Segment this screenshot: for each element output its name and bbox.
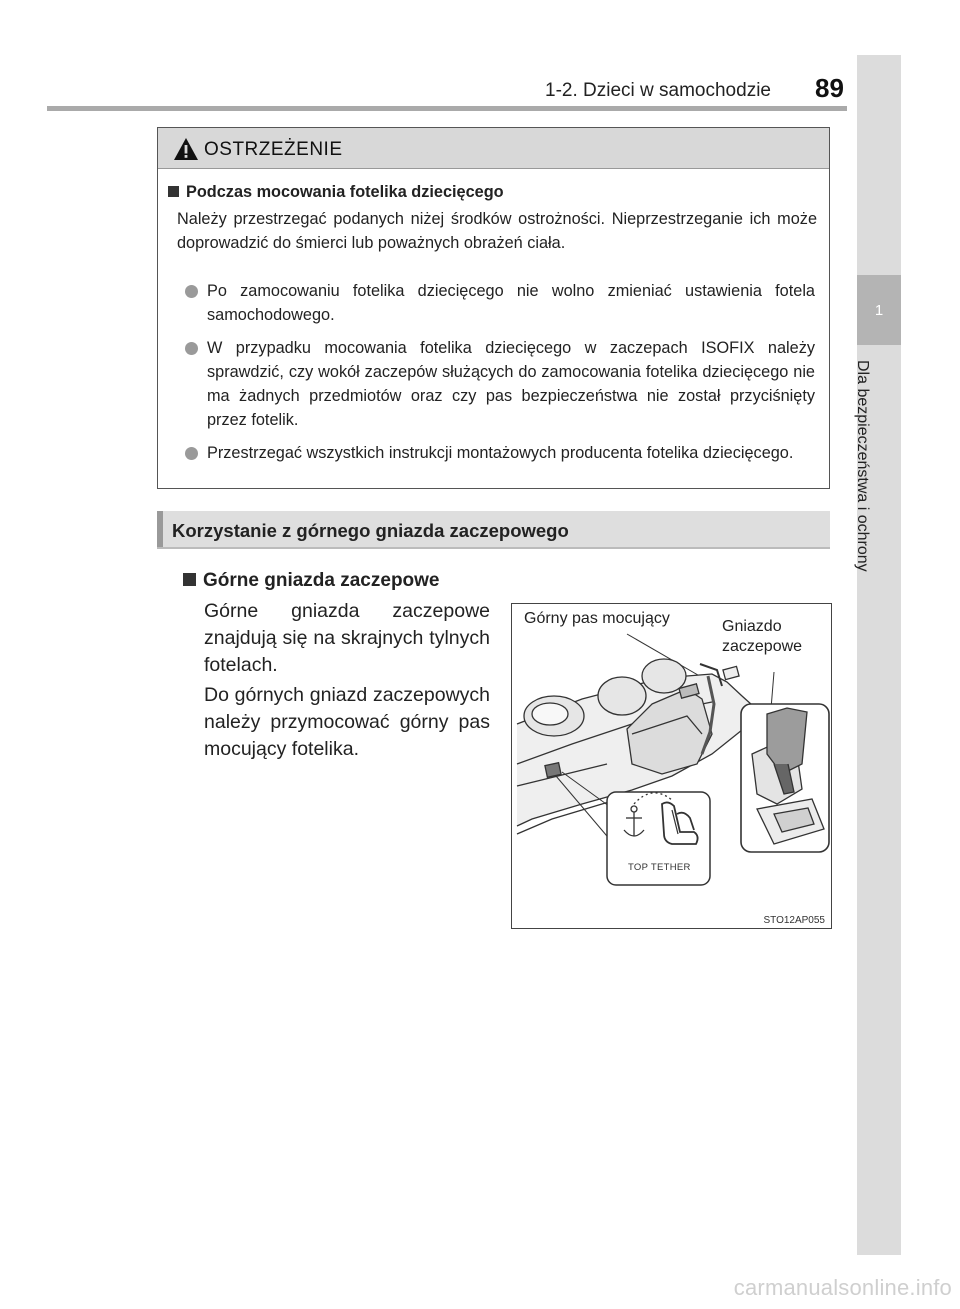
label-top-tether-strap: Górny pas mocujący: [524, 610, 670, 627]
section-rule: [157, 547, 830, 549]
warning-subheading: [168, 180, 504, 204]
section-header: [157, 511, 830, 548]
square-bullet-icon: [168, 186, 179, 197]
label-anchor-bracket: [722, 617, 802, 657]
warning-triangle-icon: [173, 137, 199, 161]
warning-bullet-text: Po zamocowaniu fotelika dziecięcego nie wolno zmieniać ustawienia fotela samochodowego.: [207, 282, 815, 324]
page-number: 89: [815, 73, 844, 103]
body-paragraph: Do górnych gniazd zaczepowych należy przymocować górny pas mocujący fotelika.: [204, 684, 490, 760]
chapter-label: Dla bezpieczeństwa i ochrony: [854, 360, 871, 572]
warning-intro: Należy przestrzegać podanych niżej środków ostrożności. Nieprzestrzeganie ich może doprowadzić do śmierci lub poważnych obrażeń ciała.: [177, 210, 817, 252]
warning-bullet: [185, 336, 815, 432]
warning-box: [157, 127, 830, 489]
bullet-dot-icon: [185, 285, 198, 298]
watermark: carmanualsonline.info: [733, 1275, 952, 1300]
figure-code: STO12AP055: [763, 915, 825, 926]
subsection-heading-text: Górne gniazda zaczepowe: [203, 570, 440, 591]
body-paragraph: Górne gniazda zaczepowe znajdują się na skrajnych tylnych fotelach.: [204, 600, 490, 676]
warning-body: [158, 169, 829, 488]
section-title: Korzystanie z górnego gniazda zaczepowego: [172, 520, 569, 541]
warning-title: OSTRZEŻENIE: [204, 139, 343, 160]
warning-bullet: [185, 279, 815, 327]
warning-bullet-text: W przypadku mocowania fotelika dziecięcego w zaczepach ISOFIX należy sprawdzić, czy wokół zaczepów służących do zamocowania fotelika dziecięcego nie ma żadnych przedmiotów oraz czy pas bezpieczeństwa nie został przyciśnięty przez fotelik.: [207, 339, 815, 429]
label-anchor-line1: Gniazdo: [722, 618, 782, 635]
chapter-number: 1: [874, 301, 884, 319]
subsection-heading: [183, 570, 440, 592]
warning-bullet-text: Przestrzegać wszystkich instrukcji montażowych producenta fotelika dziecięcego.: [207, 444, 794, 462]
chapter-number-tab: [857, 275, 901, 345]
square-bullet-icon: [183, 573, 196, 586]
warning-subheading-text: Podczas mocowania fotelika dziecięcego: [186, 183, 504, 201]
label-anchor-line2: zaczepowe: [722, 638, 803, 655]
running-header-title: 1-2. Dzieci w samochodzie: [545, 80, 771, 101]
top-tether-tag-text: TOP TETHER: [628, 862, 691, 873]
warning-bullet: [185, 441, 815, 465]
bullet-dot-icon: [185, 342, 198, 355]
header-rule: [47, 106, 847, 111]
section-accent-bar: [157, 511, 163, 548]
warning-header: [158, 128, 829, 169]
illustration-figure: [511, 603, 832, 929]
side-tab-bar: [857, 55, 901, 1255]
bullet-dot-icon: [185, 447, 198, 460]
